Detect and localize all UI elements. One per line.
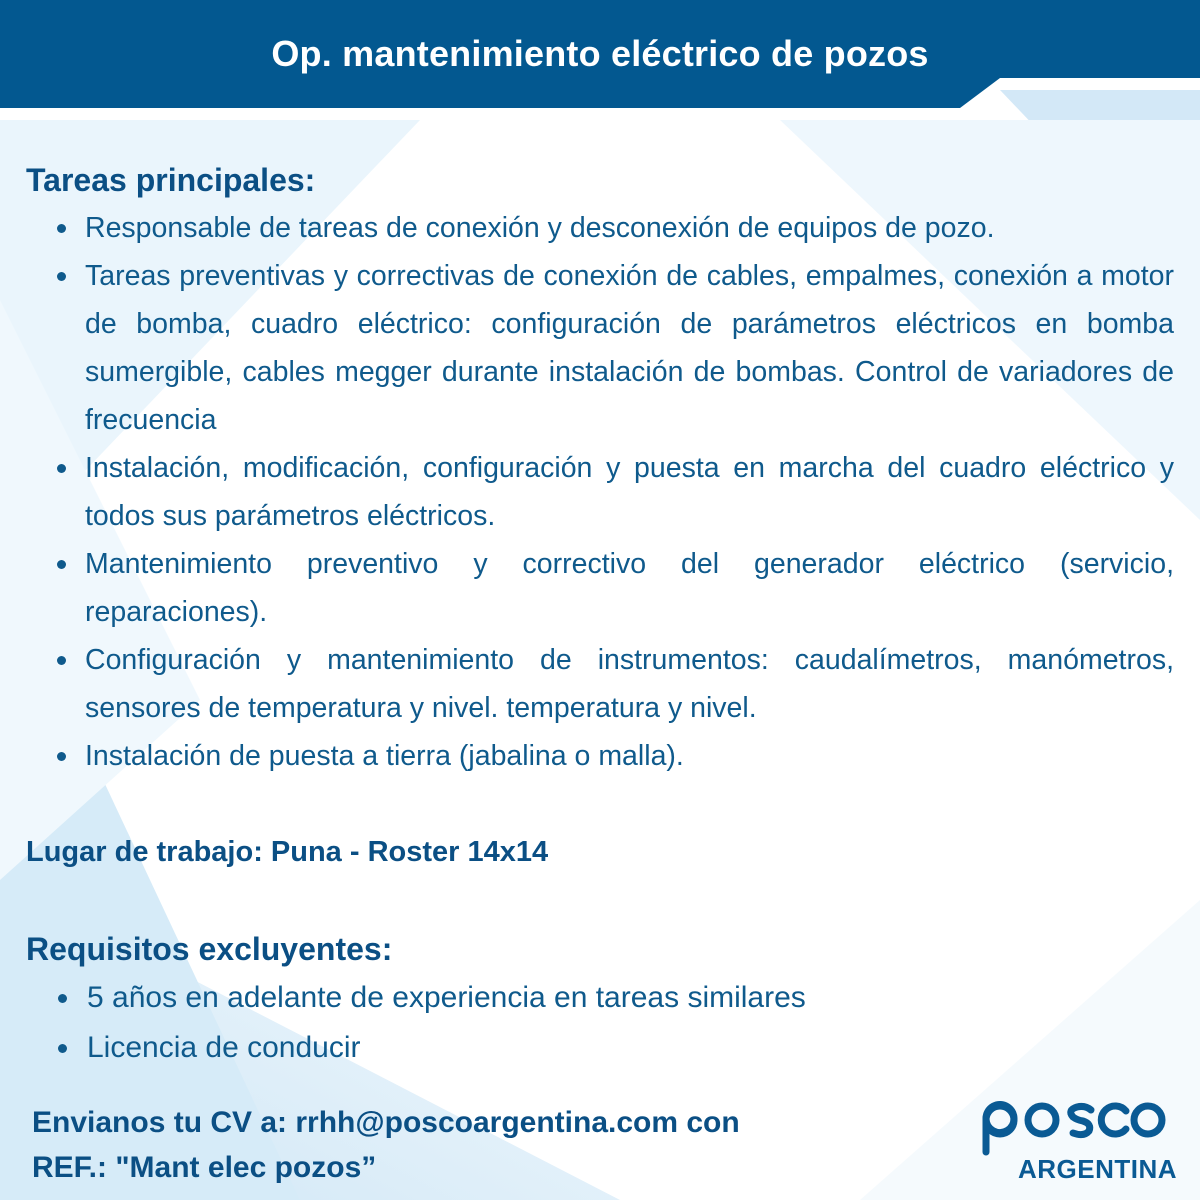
list-item bbox=[26, 204, 1174, 252]
bullet-icon bbox=[57, 656, 66, 665]
bullet-icon bbox=[57, 224, 66, 233]
task-text: Instalación, modificación, configuración y puesta en marcha del cuadro eléctrico y todos sus parámetros eléctricos. bbox=[85, 452, 1174, 532]
tasks-list bbox=[26, 204, 1174, 780]
requirement-text: Licencia de conducir bbox=[87, 1031, 361, 1064]
list-item bbox=[26, 732, 1174, 780]
list-item bbox=[26, 252, 1174, 444]
list-item bbox=[26, 973, 1174, 1023]
task-text: Instalación de puesta a tierra (jabalina o malla). bbox=[85, 740, 684, 772]
bullet-icon bbox=[57, 560, 66, 569]
task-text: Mantenimiento preventivo y correctivo del generador eléctrico (servicio, reparaciones). bbox=[85, 548, 1174, 628]
bullet-icon bbox=[57, 752, 66, 761]
requirement-text: 5 años en adelante de experiencia en tareas similares bbox=[87, 981, 806, 1014]
requirements-list bbox=[26, 973, 1174, 1073]
task-text: Responsable de tareas de conexión y desconexión de equipos de pozo. bbox=[85, 212, 995, 244]
list-item bbox=[26, 540, 1174, 636]
logo-subtitle: ARGENTINA bbox=[1018, 1154, 1178, 1184]
posco-wordmark-icon bbox=[980, 1098, 1166, 1156]
task-text: Configuración y mantenimiento de instrumentos: caudalímetros, manómetros, sensores de temperatura y nivel. temperatura y nivel. bbox=[85, 644, 1174, 724]
list-item bbox=[26, 1023, 1174, 1073]
bullet-icon bbox=[58, 994, 67, 1003]
page-title: Op. mantenimiento eléctrico de pozos bbox=[271, 33, 929, 74]
apply-line-email: Envianos tu CV a: rrhh@poscoargentina.com con bbox=[32, 1106, 740, 1139]
apply-line-ref: REF.: "Mant elec pozos” bbox=[32, 1151, 377, 1184]
tasks-heading: Tareas principales: bbox=[26, 162, 316, 198]
posco-logo bbox=[970, 1098, 1185, 1188]
bullet-icon bbox=[58, 1044, 67, 1053]
workplace-line: Lugar de trabajo: Puna - Roster 14x14 bbox=[26, 836, 549, 868]
list-item bbox=[26, 444, 1174, 540]
logo-word-text: posco bbox=[980, 1098, 983, 1099]
task-text: Tareas preventivas y correctivas de conexión de cables, empalmes, conexión a motor de bomba, cuadro eléctrico: configuración de parámetros eléctricos en bomba sumergible, cables megger durante instalación de bombas. Control de variadores de frecuencia bbox=[85, 260, 1174, 436]
bullet-icon bbox=[57, 464, 66, 473]
apply-instructions bbox=[32, 1100, 740, 1190]
requirements-heading: Requisitos excluyentes: bbox=[26, 931, 393, 967]
list-item bbox=[26, 636, 1174, 732]
bullet-icon bbox=[57, 272, 66, 281]
main-content bbox=[26, 156, 1174, 1073]
requirements-section bbox=[26, 925, 1174, 1073]
